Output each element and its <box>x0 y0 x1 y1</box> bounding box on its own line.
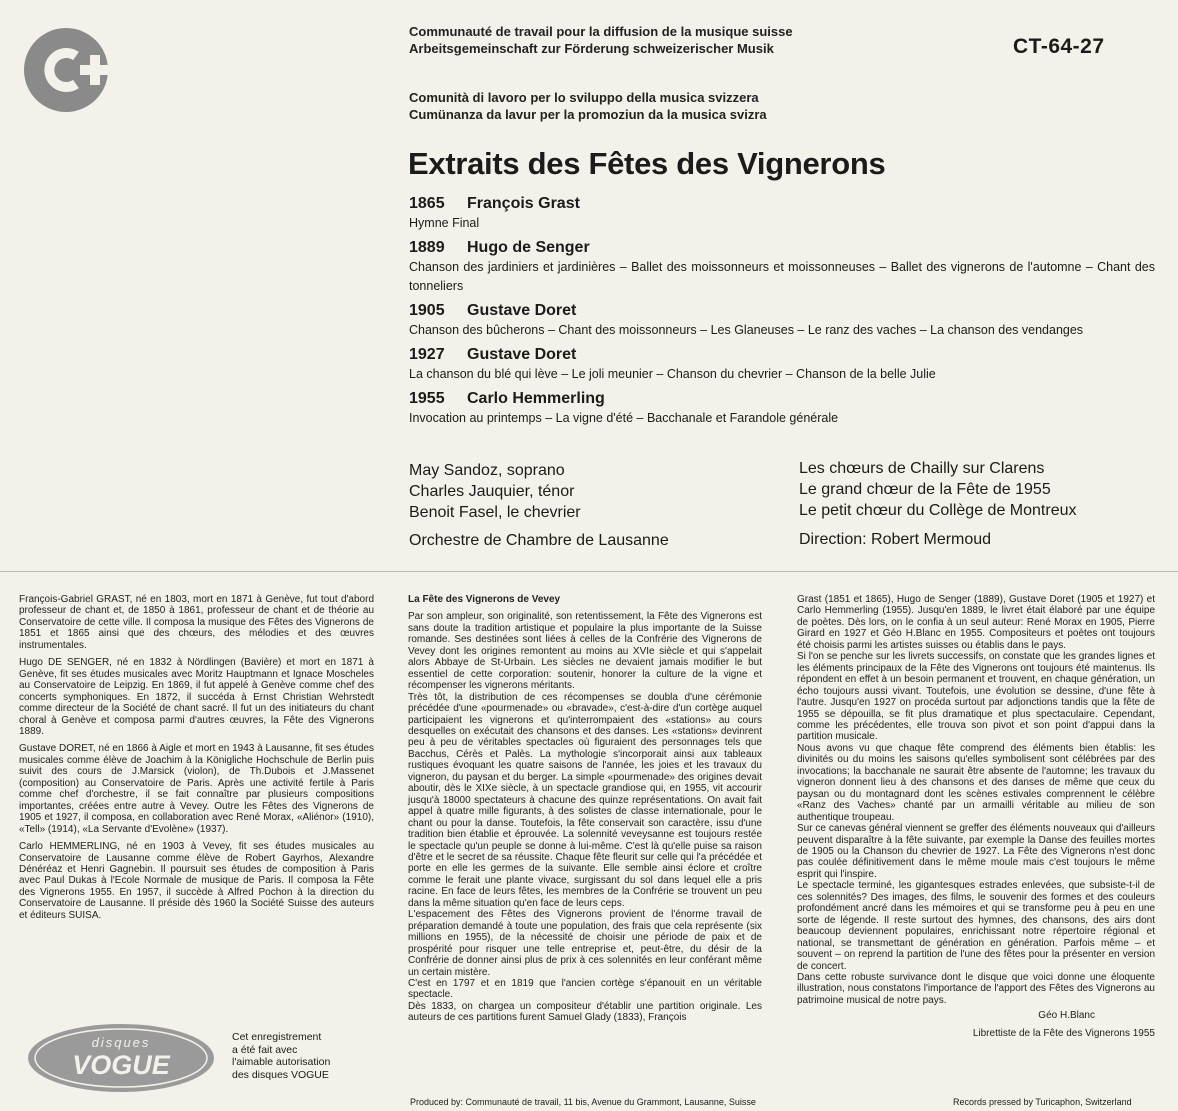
soloist: Benoit Fasel, le chevrier <box>409 504 581 521</box>
program-entry <box>409 300 1155 340</box>
composer-bios <box>19 594 374 927</box>
essay-paragraph: Dans cette robuste survivance dont le disque que voici donne une éloquente illustration, nous constatons l'importance de l'apport des Fêtes des Vignerons au patrimoine musical de notre pays. <box>797 971 1155 1006</box>
program-entry <box>409 344 1155 384</box>
signature-title: Librettiste de la Fête des Vignerons 1955 <box>972 1027 1155 1039</box>
entry-year: 1905 <box>409 302 445 319</box>
essay-paragraph: Grast (1851 et 1865), Hugo de Senger (1889), Gustave Doret (1905 et 1927) et Carlo Hemmerling (1955). Jusqu'en 1889, le livret était élaboré par une équipe de poètes. Dès lors, on le confia à un seul auteur: René Morax en 1905, Pierre Girard en 1927 et Géo H.Blanc en 1955. Compositeurs et poètes ont toujours été choisis parmi les artistes suisses ou établis dans le pays. <box>797 594 1155 651</box>
soloists-list <box>409 460 581 523</box>
essay-paragraph: Très tôt, la distribution de ces récompenses se doubla d'une cérémonie précédée d'une «pourmenade» ou «bravade», c'est-à-dire d'un cortège auquel participaient les vignerons et qu'interrompaient des «stations» au cours desquelles on exécutait des chansons et des danses. Les «stations» devinrent peu à peu de véritables spectacles où figuraient des personnages tels que Bacchus, Cérès et Palès. La mythologie s'incorporait ainsi aux tableaux rustiques évoquant les quatre saisons de l'année, les joies et les travaux du vigneron, du paysan et du berger. La simple «pourmenade» des origines devait aboutir, dès le XIXe siècle, à un spectacle grandiose qui, en 1955, vit accourir jusqu'à 18000 spectateurs à chacune des quinze représentations. On avait fait appel à quatre mille figurants, à des solistes de classe internationale, pour le chant ou pour la danse. Toutefois, la fête conservait son caractère, issu d'une tradition bien établie et éprouvée. La solennité veveysanne est toujours restée le spectacle qu'un peuple se donne à lui-même. C'est là qu'elle puise sa raison d'être et le secret de sa réussite. Chaque fête fleurit sur celle qui l'a précédée et porte en elle les germes de la suivante. Elle semble ainsi éclore et croître comme le ferait une plante vivace, surgissant du sol dans lequel elle a pris racine. En face de leurs fêtes, les membres de la Confrérie se trouvent un peu dans la même situation qu'en face de leurs ceps. <box>408 691 762 909</box>
org-line-it: Comunità di lavoro per lo sviluppo della musica svizzera <box>409 90 759 105</box>
entry-composer: Hugo de Senger <box>467 239 590 256</box>
vogue-logo-top: disques <box>91 1035 151 1050</box>
vogue-logo <box>26 1022 216 1094</box>
choirs-list <box>799 458 1076 521</box>
entry-works: Hymne Final <box>409 216 480 230</box>
org-line-rm: Cumünanza da lavur per la promoziun da la musica svizra <box>409 107 767 122</box>
program-entry <box>409 193 1155 233</box>
entry-year: 1955 <box>409 390 445 407</box>
c-plus-logo-icon <box>22 26 110 114</box>
vogue-credit-note <box>232 1031 330 1081</box>
producer-credit: Produced by: Communauté de travail, 11 bis, Avenue du Grammont, Lausanne, Suisse <box>410 1097 756 1107</box>
pressing-credit: Records pressed by Turicaphon, Switzerland <box>953 1097 1132 1107</box>
ct-logo <box>22 26 110 114</box>
vogue-note-line: l'aimable autorisation <box>232 1056 331 1068</box>
entry-works: Chanson des bûcherons – Chant des moissonneurs – Les Glaneuses – Le ranz des vaches – La chanson des vendanges <box>409 323 1084 337</box>
vogue-note-line: Cet enregistrement <box>232 1031 322 1043</box>
album-title: Extraits des Fêtes des Vignerons <box>408 146 886 181</box>
essay-paragraph: Sur ce canevas général viennent se greffer des éléments nouveaux qui d'ailleurs peuvent disparaître à la fête suivante, par exemple la Danse des feuilles mortes de 1905 ou la Chanson du chevrier de 1927. La Fête des Vignerons n'est donc pas coulée définitivement dans le même moule mais c'est toujours le même esprit qui l'inspire. <box>797 823 1155 880</box>
essay-heading: La Fête des Vignerons de Vevey <box>408 594 561 605</box>
vogue-note-line: a été fait avec <box>232 1043 298 1056</box>
essay-paragraph: Le spectacle terminé, les gigantesques estrades enlevées, que subsiste-t-il de ces solennités? Des images, des films, le souvenir des formes et des couleurs profondément ancré dans les mémoires et qui se transforme peu à peu en une sorte de légende. Il reste surtout des hymnes, des chansons, des airs dont beaucoup deviennent populaires, enrichissant notre répertoire régional et national, se transmettant de génération en génération. Parfois même – et souvent – on reprend la partition de l'une des fêtes pour la présenter en version de concert. <box>797 880 1155 972</box>
essay-column-1 <box>408 594 762 1024</box>
org-names-group-1 <box>409 23 793 57</box>
org-line-fr: Communauté de travail pour la diffusion de la musique suisse <box>409 24 793 39</box>
direction-credit: Direction: Robert Mermoud <box>799 531 992 548</box>
essay-column-2 <box>797 594 1155 1045</box>
soloist: May Sandoz, soprano <box>409 462 565 479</box>
essay-paragraph: Nous avons vu que chaque fête comprend des éléments bien établis: les divinités ou du moins les saisons qu'elles symbolisent sont célébrées par des invocations; la bacchanale ne saurait être absente de l'automne; les travaux du vigneron donnent lieu à des chansons et des danses de même que ceux du paysan ou du montagnard dont les scènes estivales comprennent le célèbre «Ranz des Vaches» chanté par un armailli véritable au milieu de son authentique troupeau. <box>797 742 1155 823</box>
essay-paragraph: C'est en 1797 et en 1819 que l'ancien cortège s'épanouit en un véritable spectacle. <box>408 977 762 1001</box>
vogue-logo-main: VOGUE <box>72 1050 170 1080</box>
entry-composer: François Grast <box>467 195 580 212</box>
choir: Les chœurs de Chailly sur Clarens <box>799 460 1045 477</box>
bio-paragraph: Hugo DE SENGER, né en 1832 à Nördlingen (Bavière) et mort en 1871 à Genève, fit ses études musicales avec Moritz Hauptmann et Ignace Moscheles au Conservatoire de Leipzig. En 1869, il fut appelé à Genève comme chef des concerts symphoniques. En 1872, il succéda à Ernst Christian Wehrstedt comme directeur de la Société de chant sacré. Il fut un des initiateurs du chant choral à Genève et composa parmi d'autres œuvres, la Fête des Vignerons 1889. <box>19 657 374 737</box>
entry-works: La chanson du blé qui lève – Le joli meunier – Chanson du chevrier – Chanson de la belle Julie <box>409 367 936 381</box>
entry-composer: Gustave Doret <box>467 346 577 363</box>
catalog-number: CT-64-27 <box>1013 35 1105 58</box>
signature-name: Géo H.Blanc <box>1038 1010 1095 1022</box>
bio-paragraph: Carlo HEMMERLING, né en 1903 à Vevey, fit ses études musicales au Conservatoire de Lausanne comme élève de Robert Gayrhos, Alexandre Dénéréaz et Henri Gagnebin. Il poursuit ses études de composition à Paris avec Paul Dukas à l'Ecole Normale de musique de Paris. Il composa la Fête des Vignerons 1955. En 1957, il succède à Alfred Pochon à la direction du Conservatoire de Lausanne. Il préside dès 1960 la Société Suisse des auteurs et éditeurs SUISA. <box>19 841 374 921</box>
program-entry <box>409 388 1155 428</box>
entry-year: 1889 <box>409 239 445 256</box>
essay-paragraph: L'espacement des Fêtes des Vignerons provient de l'énorme travail de préparation demandé à toute une population, des frais que cela représente (six millions en 1955), de la nécessité de choisir une période de paix et de prospérité pour risquer une telle entreprise et, peut-être, du désir de la Confrérie de donner ainsi plus de prix à ces solennités en leur conférant même un certain mistère. <box>408 909 762 978</box>
org-names-group-2 <box>409 89 767 123</box>
essay-paragraph: Dès 1833, on chargea un compositeur d'établir une partition originale. Les auteurs de ces partitions furent Samuel Glady (1833), François <box>408 1000 762 1024</box>
choir: Le petit chœur du Collège de Montreux <box>799 502 1077 519</box>
vogue-note-line: des disques VOGUE <box>232 1068 329 1081</box>
entry-year: 1865 <box>409 195 445 212</box>
soloist: Charles Jauquier, ténor <box>409 483 575 500</box>
entry-composer: Gustave Doret <box>467 302 577 319</box>
bio-paragraph: Gustave DORET, né en 1866 à Aigle et mort en 1943 à Lausanne, fit ses études musicales comme élève de Joachim à la Königliche Hochschule de Berlin puis suivit des cours de J.Marsick (violon), de Th.Dubois et J.Massenet (composition) au Conservatoire de Paris. Après une activité fertile à Paris comme chef d'orchestre, il se fait connaître par plusieurs compositions importantes, créées entre autre à Vevey. Outre les Fêtes des Vignerons de 1905 et 1927, il composa, en collaboration avec René Morax, «Aliénor» (1910), «Tell» (1914), «La Servante d'Evolène» (1937). <box>19 743 374 835</box>
entry-works: Chanson des jardiniers et jardinières – Ballet des moissonneurs et moissonneuses – Ballet des vignerons de l'automne – Chant des tonneliers <box>409 260 1155 293</box>
program-list <box>409 193 1155 432</box>
orchestra-name: Orchestre de Chambre de Lausanne <box>409 532 669 549</box>
entry-composer: Carlo Hemmerling <box>467 390 605 407</box>
choir: Le grand chœur de la Fête de 1955 <box>799 481 1051 498</box>
bio-paragraph: François-Gabriel GRAST, né en 1803, mort en 1871 à Genève, fut tout d'abord professeur de chant et, de 1850 à 1861, professeur de chant et de théorie au Conservatoire de cette ville. Il composa la musique des Fêtes des Vignerons de 1851 et 1865 ainsi que des chœurs, des mélodies et des œuvres instrumentales. <box>19 594 374 651</box>
vogue-oval-icon <box>26 1022 216 1094</box>
essay-paragraph: Si l'on se penche sur les livrets successifs, on constate que les grandes lignes et les éléments principaux de la Fête des Vignerons ont toujours été maintenus. Ils répondent en effet à un besoin permanent et trouvent, en chaque génération, un écho toujours aussi vivant. Toutefois, une évolution se dessine, d'une fête à l'autre. Jusqu'en 1927 on procéda surtout par adjonctions tandis que la fête de 1955 se dépouilla, se fit plus dramatique et plus spectaculaire. Cependant, comme les précédentes, elle trouva son pivot et son point d'appui dans la partition musicale. <box>797 651 1155 743</box>
entry-works: Invocation au printemps – La vigne d'été – Bacchanale et Farandole générale <box>409 411 839 425</box>
entry-year: 1927 <box>409 346 445 363</box>
program-entry <box>409 237 1155 296</box>
section-divider <box>0 571 1178 572</box>
org-line-de: Arbeitsgemeinschaft zur Förderung schweizerischer Musik <box>409 41 774 56</box>
essay-paragraph: Par son ampleur, son originalité, son retentissement, la Fête des Vignerons est sans doute la tradition artistique et populaire la plus importante de la Suisse romande. Ses destinées sont liées à celles de la Confrérie des Vignerons de Vevey dont les origines remontent au moins au XVIe siècle et qui s'appelait alors Abbaye de St-Urbain. Les siècles ne devaient jamais modifier le but essentiel de cette corporation: soutenir, honorer la culture de la vigne et récompenser les vignerons méritants. <box>408 611 762 692</box>
